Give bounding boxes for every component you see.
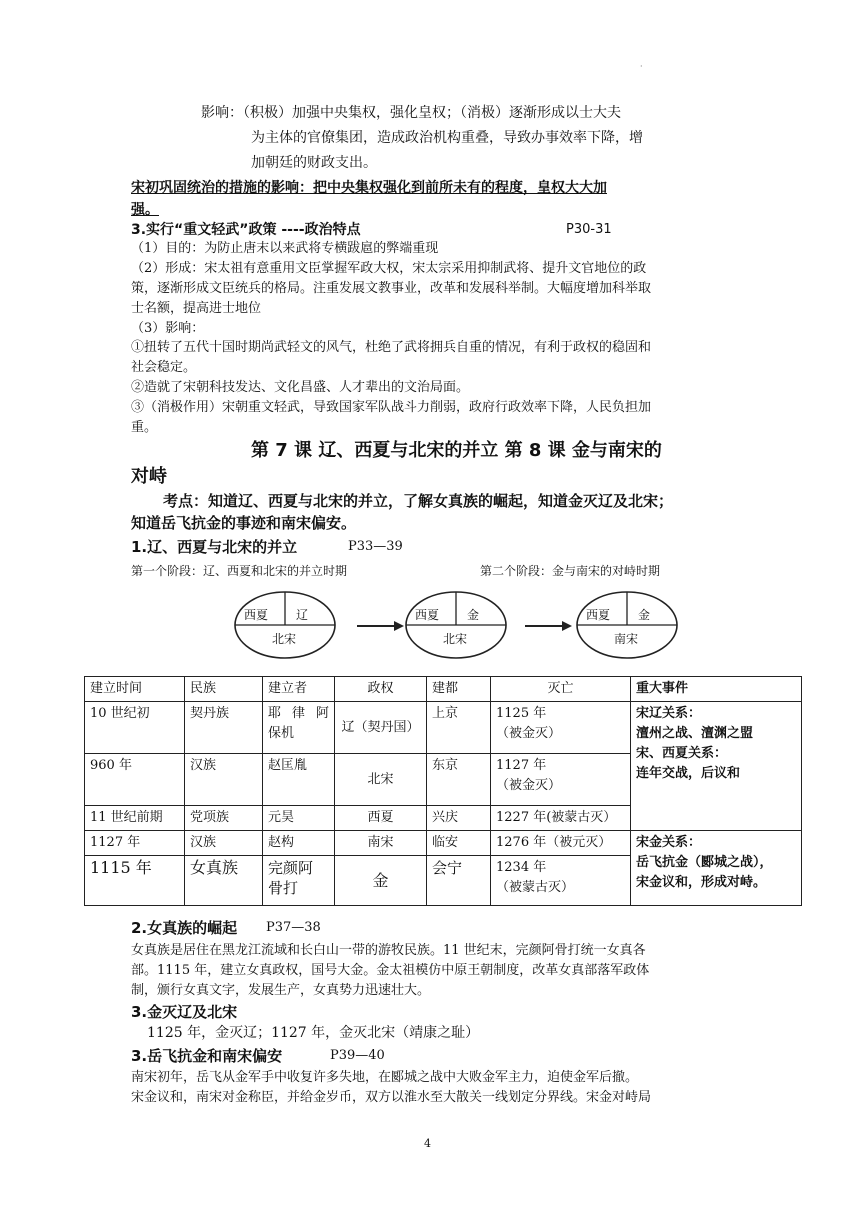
table-cell-fall <box>491 702 631 754</box>
table-cell-capital: 临安 <box>427 831 491 856</box>
part4-page-ref: P39—40 <box>330 1048 385 1063</box>
table-cell-events-b <box>631 831 802 906</box>
table-header: 建立时间 <box>85 677 185 702</box>
diagram-3-bottom: 南宋 <box>614 632 639 646</box>
part3-title: 3.金灭辽及北宋 <box>131 1003 238 1021</box>
section3-impact-3b: 重。 <box>131 420 158 435</box>
table-cell-ethnic: 契丹族 <box>185 702 263 754</box>
circle-diagram-2 <box>406 592 506 658</box>
diagram-2-top-left: 西夏 <box>415 608 440 622</box>
table-cell-ethnic: 汉族 <box>185 831 263 856</box>
table-row <box>85 702 802 754</box>
table-header: 建都 <box>427 677 491 702</box>
events-a-line: 宋、西夏关系： <box>636 746 728 761</box>
summary-line-2: 强。 <box>131 202 159 218</box>
part1-page-ref: P33—39 <box>348 539 403 554</box>
table-cell-ethnic: 女真族 <box>185 856 263 906</box>
table-cell-founder: 耶 律 阿 保机 <box>263 702 335 754</box>
lesson-title-line-2: 对峙 <box>131 466 167 487</box>
table-cell-regime: 辽（契丹国） <box>335 702 427 754</box>
section3-page-ref: P30-31 <box>566 222 612 237</box>
arrow-1 <box>357 621 404 631</box>
table-cell-fall <box>491 754 631 806</box>
table-header: 政权 <box>335 677 427 702</box>
arrow-2 <box>525 621 572 631</box>
table-cell-time: 1127 年 <box>85 831 185 856</box>
table-header: 民族 <box>185 677 263 702</box>
part4-text-2: 宋金议和，南宋对金称臣，并给金岁币，双方以淮水至大散关一线划定分界线。宋金对峙局 <box>131 1090 652 1105</box>
circle-diagram-3 <box>577 592 677 658</box>
events-a-line: 连年交战，后议和 <box>636 766 741 781</box>
kaodian-line-1: 考点：知道辽、西夏与北宋的并立，了解女真族的崛起，知道金灭辽及北宋； <box>163 492 674 510</box>
table-cell-ethnic: 党项族 <box>185 806 263 831</box>
lesson-title-line-1: 第 7 课 辽、西夏与北宋的并立 第 8 课 金与南宋的 <box>251 440 662 461</box>
table-cell-regime: 北宋 <box>335 754 427 806</box>
section3-impact-head: （3）影响： <box>131 321 205 336</box>
table-cell-regime: 南宋 <box>335 831 427 856</box>
table-cell-founder: 赵匡胤 <box>263 754 335 806</box>
events-a-line: 宋辽关系： <box>636 706 702 721</box>
fall-note: （被蒙古灭） <box>496 880 575 895</box>
part2-page-ref: P37—38 <box>266 920 321 935</box>
table-cell-fall: 1227 年(被蒙古灭） <box>491 806 631 831</box>
table-cell-events-a <box>631 702 802 831</box>
diagram-2-top-right: 金 <box>467 608 480 622</box>
corner-mark: · <box>640 62 643 71</box>
summary-line-1: 宋初巩固统治的措施的影响：把中央集权强化到前所未有的程度，皇权大大加 <box>131 180 607 196</box>
fall-year: 1127 年 <box>496 758 547 773</box>
table-cell-fall <box>491 856 631 906</box>
fall-note: （被金灭） <box>496 726 562 741</box>
impact-line-3: 加朝廷的财政支出。 <box>251 155 377 171</box>
section3-formation-3: 士名额，提高进士地位 <box>131 301 262 316</box>
table-header: 建立者 <box>263 677 335 702</box>
table-cell-founder: 元昊 <box>263 806 335 831</box>
impact-line-2: 为主体的官僚集团，造成政治机构重叠，导致办事效率下降，增 <box>251 130 643 146</box>
section3-impact-3a: ③（消极作用）宋朝重文轻武，导致国家军队战斗力削弱，政府行政效率下降，人民负担加 <box>131 400 652 415</box>
circle-diagram-1 <box>235 592 335 658</box>
part1-title: 1.辽、西夏与北宋的并立 <box>131 538 298 556</box>
fall-year: 1234 年 <box>496 860 547 875</box>
part2-text-1: 女真族是居住在黑龙江流域和长白山一带的游牧民族。11 世纪末，完颜阿骨打统一女真各 <box>131 943 646 958</box>
table-cell-time: 960 年 <box>85 754 185 806</box>
fall-note: （被金灭） <box>496 778 562 793</box>
part3-text: 1125 年，金灭辽；1127 年，金灭北宋（靖康之耻） <box>147 1025 480 1041</box>
part2-text-2: 部。1115 年，建立女真政权，国号大金。金太祖模仿中原王朝制度，改革女真部落军政体 <box>131 963 650 978</box>
table-cell-capital: 会宁 <box>427 856 491 906</box>
diagram-3-top-left: 西夏 <box>586 608 611 622</box>
part2-text-3: 制，颁行女真文字，发展生产，女真势力迅速壮大。 <box>131 983 431 998</box>
page-number: 4 <box>424 1137 431 1150</box>
table-cell-founder: 赵构 <box>263 831 335 856</box>
stage-1-label: 第一个阶段：辽、西夏和北宋的并立时期 <box>131 564 348 578</box>
fall-year: 1125 年 <box>496 706 547 721</box>
part4-text-1: 南宋初年，岳飞从金军手中收复许多失地，在郾城之战中大败金军主力，迫使金军后撤。 <box>131 1070 639 1085</box>
events-b-line: 岳飞抗金（郾城之战）， <box>636 855 773 870</box>
section3-impact-2: ②造就了宋朝科技发达、文化昌盛、人才辈出的文治局面。 <box>131 380 470 395</box>
regime-diagram <box>232 590 712 662</box>
table-cell-capital: 兴庆 <box>427 806 491 831</box>
stage-2-label: 第二个阶段：金与南宋的对峙时期 <box>480 564 661 578</box>
diagram-2-bottom: 北宋 <box>443 632 468 646</box>
events-b-line: 宋金关系： <box>636 835 702 850</box>
table-cell-ethnic: 汉族 <box>185 754 263 806</box>
table-cell-capital: 东京 <box>427 754 491 806</box>
section3-impact-1b: 社会稳定。 <box>131 360 197 375</box>
table-cell-time: 1115 年 <box>85 856 185 906</box>
events-a-line: 澶州之战、澶渊之盟 <box>636 726 754 741</box>
table-cell-time: 11 世纪前期 <box>85 806 185 831</box>
table-header: 重大事件 <box>631 677 802 702</box>
kaodian-line-2: 知道岳飞抗金的事迹和南宋偏安。 <box>131 514 357 532</box>
part2-title: 2.女真族的崛起 <box>131 919 238 937</box>
diagram-1-top-right: 辽 <box>296 608 309 622</box>
table-header-row <box>85 677 802 702</box>
section3-title: 3.实行“重文轻武”政策 ----政治特点 <box>131 222 361 238</box>
diagram-3-top-right: 金 <box>638 608 651 622</box>
diagram-1-top-left: 西夏 <box>244 608 269 622</box>
section3-formation-1: （2）形成：宋太祖有意重用文臣掌握军政大权，宋太宗采用抑制武将、提升文官地位的政 <box>131 261 647 276</box>
table-header: 灭亡 <box>491 677 631 702</box>
regime-table <box>84 676 802 906</box>
table-cell-founder: 完颜阿 骨打 <box>263 856 335 906</box>
table-cell-fall: 1276 年（被元灭） <box>491 831 631 856</box>
impact-line-1: 影响：（积极）加强中央集权，强化皇权；（消极）逐渐形成以士大夫 <box>201 105 621 121</box>
section3-impact-1a: ①扭转了五代十国时期尚武轻文的风气，杜绝了武将拥兵自重的情况，有利于政权的稳固和 <box>131 340 652 355</box>
table-cell-regime: 西夏 <box>335 806 427 831</box>
section3-formation-2: 策，逐渐形成文臣统兵的格局。注重发展文教事业，改革和发展科举制。大幅度增加科举取 <box>131 281 652 296</box>
diagram-1-bottom: 北宋 <box>272 632 297 646</box>
events-b-line: 宋金议和，形成对峙。 <box>636 875 767 890</box>
part4-title: 3.岳飞抗金和南宋偏安 <box>131 1047 283 1065</box>
section3-purpose: （1）目的：为防止唐末以来武将专横跋扈的弊端重现 <box>131 241 439 256</box>
table-cell-capital: 上京 <box>427 702 491 754</box>
table-cell-regime: 金 <box>335 856 427 906</box>
table-row <box>85 831 802 856</box>
table-cell-time: 10 世纪初 <box>85 702 185 754</box>
